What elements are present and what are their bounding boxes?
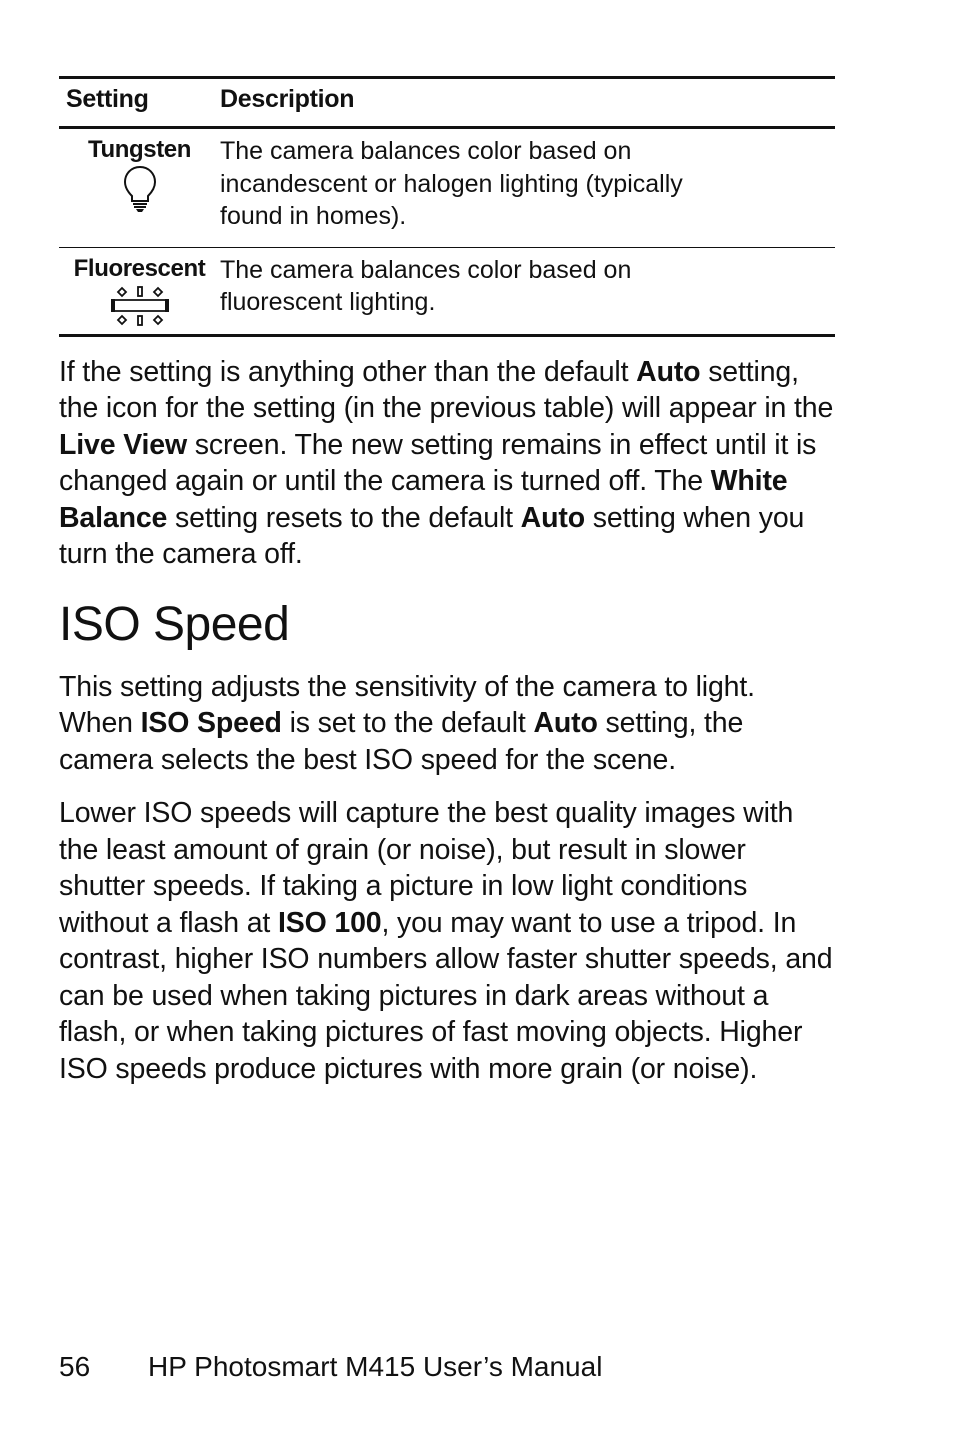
setting-name: Tungsten	[87, 136, 191, 163]
bold-term: Auto	[533, 707, 598, 739]
body-text: setting, the camera selects the best ISO speed for the scene.	[59, 707, 744, 776]
bold-term: ISO 100	[277, 906, 382, 939]
manual-title: HP Photosmart M415 User’s Manual	[148, 1351, 603, 1382]
table-row	[59, 247, 835, 335]
body-text: This setting adjusts the sensitivity of the camera to light. When	[59, 670, 755, 739]
manual-page	[59, 76, 835, 1087]
bold-term: ISO Speed	[140, 707, 282, 739]
bold-term: Auto	[636, 355, 701, 388]
body-text: If the setting is anything other than the default	[59, 355, 637, 388]
table-header-row	[59, 78, 835, 128]
setting-name: Fluorescent	[73, 254, 206, 282]
setting-cell	[59, 247, 220, 335]
column-header-setting: Setting	[59, 78, 220, 128]
column-header-description: Description	[220, 78, 835, 128]
iso-detail-paragraph	[59, 795, 835, 1087]
description-line: incandescent or halogen lighting (typically	[220, 169, 683, 198]
page-number: 56	[59, 1351, 91, 1382]
body-text: setting resets to the default	[167, 501, 521, 534]
body-text: setting when you turn the camera off.	[59, 501, 805, 570]
page-footer	[59, 1349, 602, 1385]
bold-term: White Balance	[59, 465, 788, 534]
body-text: setting, the icon for the setting (in the previous table) will appear in the	[59, 355, 834, 424]
table-row	[59, 128, 835, 248]
bold-term: Live View	[59, 428, 188, 461]
description-line: fluorescent lighting.	[220, 288, 436, 316]
body-text: , you may want to use a tripod. In contrast, higher ISO numbers allow faster shutter speeds, and can be used when taking pictures in dark areas without a flash, or when taking pictures of fast moving objects. Higher ISO speeds produce pictures with more grain (or noise).	[59, 906, 833, 1085]
bold-term: Auto	[520, 501, 585, 534]
description-cell	[220, 247, 835, 335]
body-text: is set to the default	[281, 707, 534, 739]
body-text: Lower ISO speeds will capture the best quality images with the least amount of grain (or noise), but result in slower shutter speeds. If taking a picture in low light conditions without a flash at	[59, 797, 794, 939]
white-balance-table	[59, 76, 835, 337]
description-line: The camera balances color based on	[220, 255, 632, 284]
lightbulb-icon	[123, 165, 157, 213]
body-text: screen. The new setting remains in effect until it is changed again or until the camera is turned off. The	[59, 428, 817, 497]
iso-intro-paragraph	[59, 669, 835, 779]
setting-cell	[59, 128, 220, 248]
description-line: found in homes).	[220, 202, 407, 230]
white-balance-paragraph	[59, 354, 835, 573]
section-heading: ISO Speed	[59, 597, 290, 651]
fluorescent-tube-icon	[110, 284, 170, 330]
description-cell	[220, 128, 835, 248]
description-line: The camera balances color based on	[220, 137, 632, 165]
